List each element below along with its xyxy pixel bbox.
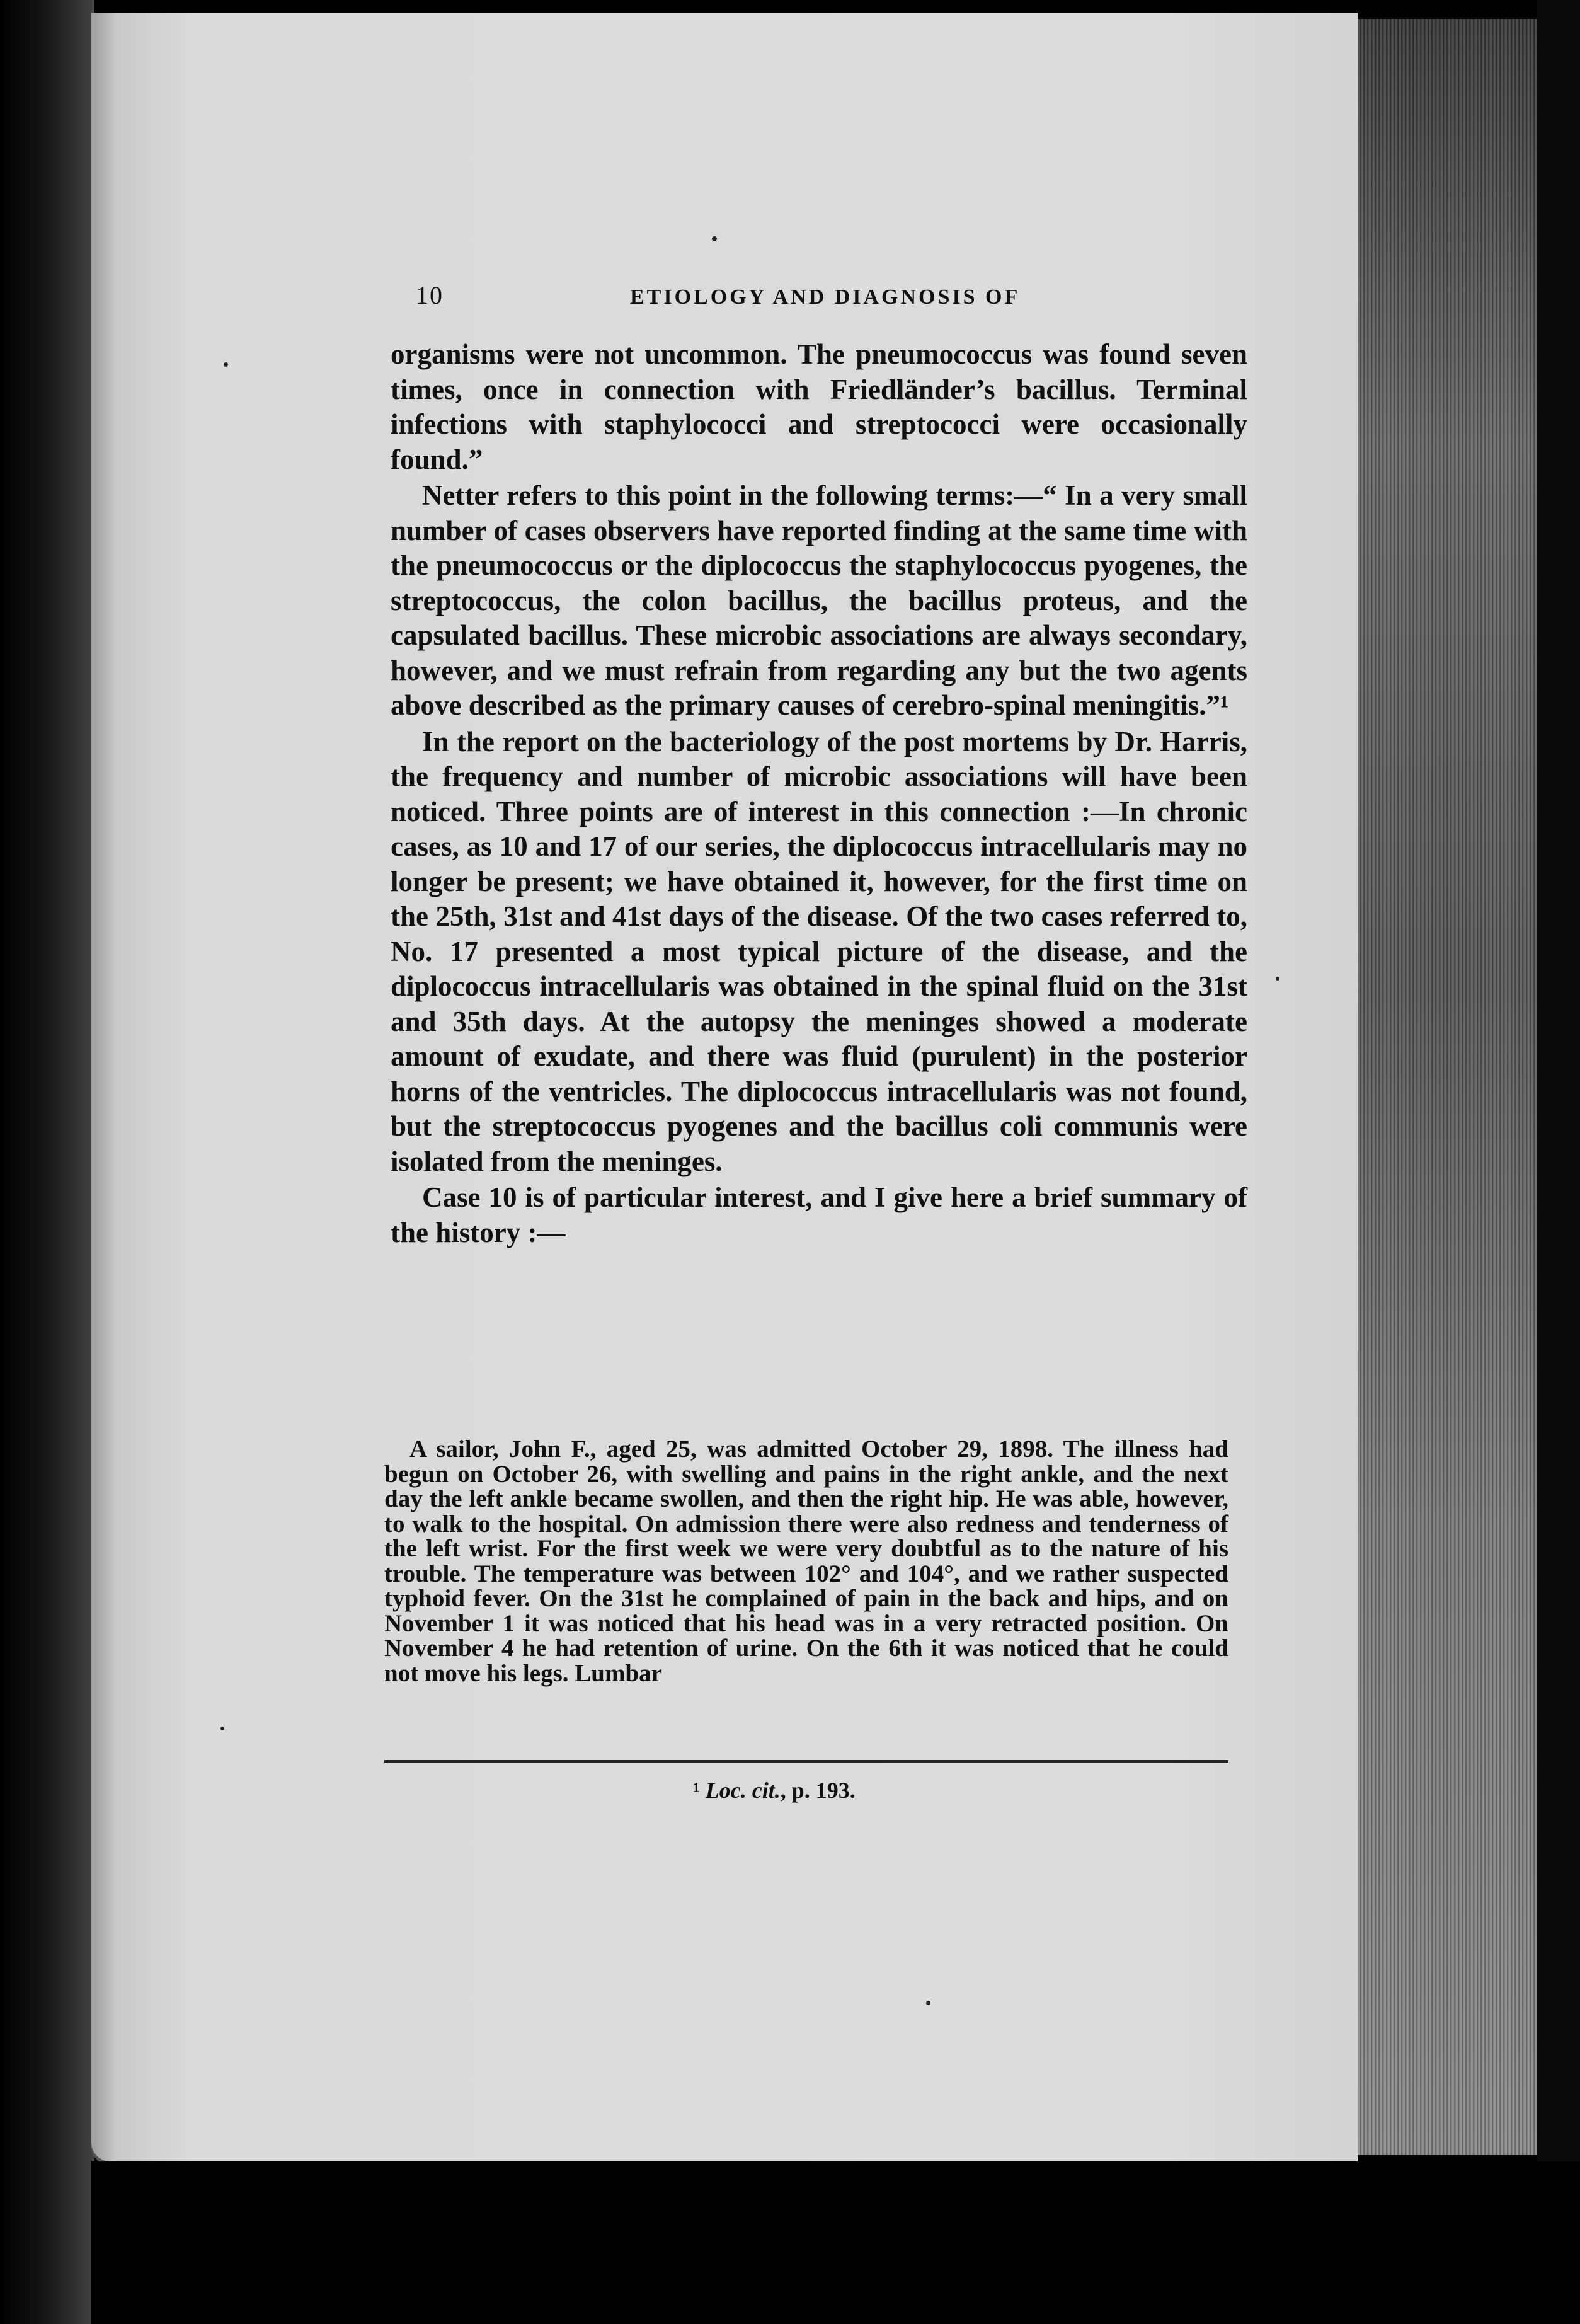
page-number: 10 bbox=[416, 281, 444, 309]
paragraph-2: Netter refers to this point in the following terms:—“ In a very small number of cases observers have reported finding at the same time with the pneumococcus or the diplococcus the staphylococcus pyogenes, the streptococcus, the colon bacillus, the bacillus proteus, and the capsulated bacillus. These microbic associations are always secondary, however, and we must refrain from regarding any but the two agents above described as the primary causes of cerebro-spinal meningitis.”¹ bbox=[391, 480, 1247, 721]
page-header bbox=[416, 280, 1266, 318]
paragraph-3: In the report on the bacteriology of the post mortems by Dr. Harris, the frequency and number of microbic associations will have been noticed. Three points are of interest in this connection :—In chronic cases, as 10 and 17 of our series, the diplococcus intracellularis may no longer be present; we have obtained it, however, for the first time on the 25th, 31st and 41st days of the disease. Of the two cases referred to, No. 17 presented a most typical picture of the disease, and the diplococcus intracellularis was obtained in the spinal fluid on the 31st and 35th days. At the autopsy the meninges showed a moderate amount of exudate, and there was fluid (purulent) in the posterior horns of the ventricles. The diplococcus intracellularis was not found, but the streptococcus pyogenes and the bacillus coli communis were isolated from the meninges. bbox=[391, 725, 1247, 1177]
body-text bbox=[391, 337, 1247, 1250]
scan-speck bbox=[926, 2001, 930, 2005]
scan-speck bbox=[712, 236, 717, 241]
scan-speck bbox=[1276, 977, 1279, 981]
running-title: ETIOLOGY AND DIAGNOSIS OF bbox=[630, 285, 1021, 309]
case-history-block bbox=[384, 1437, 1228, 1686]
footnote-divider bbox=[384, 1760, 1228, 1763]
footnote-page-ref: , p. 193. bbox=[780, 1778, 856, 1803]
scan-speck bbox=[224, 362, 228, 367]
footnote-citation: Loc. cit. bbox=[705, 1778, 781, 1803]
footnote bbox=[693, 1777, 856, 1803]
case-history-text: A sailor, John F., aged 25, was admitted October 29, 1898. The illness had begun on October 26, with swelling and pains in the right ankle, and the next day the left ankle became swollen, and then the right hip. He was able, however, to walk to the hospital. On admission there were also redness and tenderness of the left wrist. For the first week we were very doubtful as to the nature of his trouble. The temperature was between 102° and 104°, and we rather suspected typhoid fever. On the 31st he complained of pain in the back and hips, and on November 1 it was noticed that his head was in a very retracted position. On November 4 he had retention of urine. On the 6th it was noticed that he could not move his legs. Lumbar bbox=[384, 1435, 1228, 1687]
background-edge bbox=[1537, 0, 1580, 2324]
paragraph-1: organisms were not uncommon. The pneumococcus was found seven times, once in connection with Friedländer’s bacillus. Terminal infections with staphylococci and streptococci were occasionally found.” bbox=[391, 338, 1247, 475]
scan-speck bbox=[220, 1727, 224, 1730]
paragraph-4: Case 10 is of particular interest, and I give here a brief summary of the history :— bbox=[391, 1182, 1247, 1248]
page-bottom-shadow bbox=[91, 2161, 1580, 2324]
footnote-marker: ¹ bbox=[693, 1778, 700, 1803]
binding-shadow bbox=[0, 0, 94, 2324]
